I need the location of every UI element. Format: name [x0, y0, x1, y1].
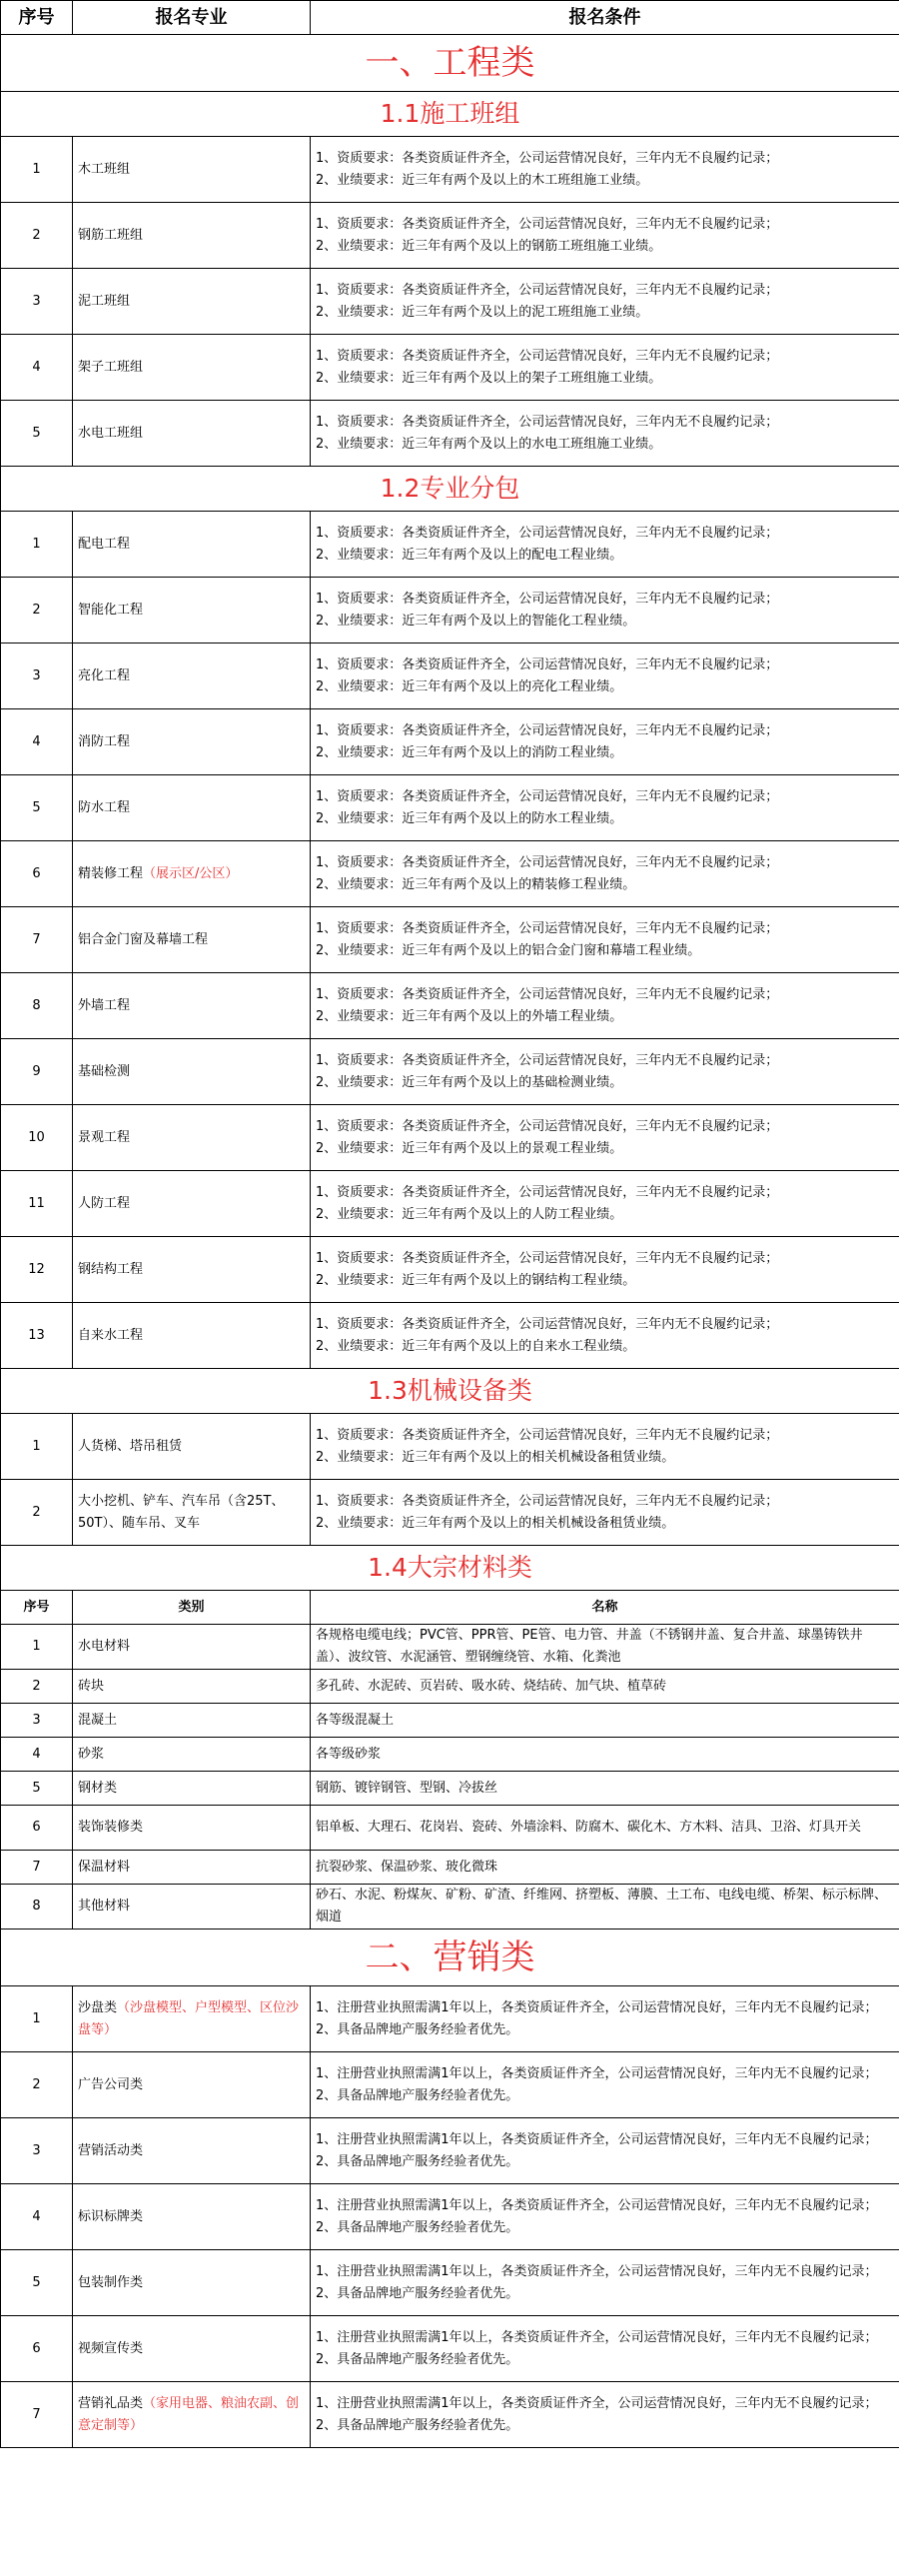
row-major	[73, 203, 311, 269]
material-row	[1, 1772, 899, 1806]
row-condition	[311, 709, 899, 775]
major-name: 大小挖机、铲车、汽车吊（含25T、50T）、随车吊、叉车	[78, 1493, 285, 1531]
row-number: 3	[1, 2118, 73, 2184]
section-title-row	[1, 35, 899, 92]
condition-line-2: 2、业绩要求：近三年有两个及以上的景观工程业绩。	[316, 1140, 623, 1156]
material-row	[1, 1704, 899, 1738]
table-row	[1, 1480, 899, 1546]
condition-line-2: 2、业绩要求：近三年有两个及以上的架子工班组施工业绩。	[316, 370, 662, 386]
material-name: 抗裂砂浆、保温砂浆、玻化微珠	[311, 1851, 899, 1885]
row-condition	[311, 2382, 899, 2448]
materials-header-category: 类别	[73, 1591, 311, 1625]
material-category: 保温材料	[73, 1851, 311, 1885]
row-number: 13	[1, 1303, 73, 1369]
row-major	[73, 512, 311, 578]
section-title-row	[1, 1930, 899, 1986]
table-row	[1, 269, 899, 335]
condition-line-1: 1、资质要求：各类资质证件齐全，公司运营情况良好，三年内无不良履约记录；	[316, 854, 779, 870]
header-condition: 报名条件	[311, 1, 899, 35]
major-name: 架子工班组	[78, 359, 144, 375]
row-major	[73, 1303, 311, 1369]
major-name: 广告公司类	[78, 2076, 144, 2092]
material-number: 7	[1, 1851, 73, 1885]
row-major	[73, 973, 311, 1039]
section-title-engineering: 一、工程类	[1, 35, 899, 92]
row-major	[73, 841, 311, 907]
row-major	[73, 401, 311, 467]
condition-line-1: 1、资质要求：各类资质证件齐全，公司运营情况良好，三年内无不良履约记录；	[316, 1052, 779, 1068]
condition-line-1: 1、注册营业执照需满1年以上，各类资质证件齐全，公司运营情况良好，三年内无不良履约记录；	[316, 2329, 878, 2345]
table-row	[1, 203, 899, 269]
material-number: 3	[1, 1704, 73, 1738]
major-name: 钢结构工程	[78, 1261, 144, 1277]
row-number: 2	[1, 578, 73, 644]
row-major	[73, 2052, 311, 2118]
condition-line-2: 2、具备品牌地产服务经验者优先。	[316, 2219, 519, 2235]
condition-line-1: 1、资质要求：各类资质证件齐全，公司运营情况良好，三年内无不良履约记录；	[316, 591, 779, 607]
table-row	[1, 841, 899, 907]
major-name: 包装制作类	[78, 2274, 144, 2290]
table-row	[1, 137, 899, 203]
material-category: 砖块	[73, 1670, 311, 1704]
row-condition	[311, 512, 899, 578]
row-major	[73, 2382, 311, 2448]
row-condition	[311, 2052, 899, 2118]
material-number: 6	[1, 1806, 73, 1851]
row-condition	[311, 578, 899, 644]
subsection-title: 1.1施工班组	[1, 92, 899, 137]
row-number: 1	[1, 1414, 73, 1480]
row-number: 5	[1, 775, 73, 841]
major-note: （家用电器、粮油农副、创意定制等）	[78, 2395, 300, 2433]
condition-line-1: 1、注册营业执照需满1年以上，各类资质证件齐全，公司运营情况良好，三年内无不良履约记录；	[316, 2263, 878, 2279]
row-number: 1	[1, 512, 73, 578]
row-condition	[311, 1303, 899, 1369]
row-condition	[311, 2184, 899, 2250]
condition-line-1: 1、资质要求：各类资质证件齐全，公司运营情况良好，三年内无不良履约记录；	[316, 656, 779, 672]
table-row	[1, 1414, 899, 1480]
material-row	[1, 1738, 899, 1772]
condition-line-2: 2、业绩要求：近三年有两个及以上的外墙工程业绩。	[316, 1008, 623, 1024]
condition-line-1: 1、资质要求：各类资质证件齐全，公司运营情况良好，三年内无不良履约记录；	[316, 722, 779, 738]
row-condition	[311, 1480, 899, 1546]
row-major	[73, 644, 311, 709]
material-category: 水电材料	[73, 1625, 311, 1670]
row-major	[73, 578, 311, 644]
condition-line-1: 1、资质要求：各类资质证件齐全，公司运营情况良好，三年内无不良履约记录；	[316, 348, 779, 364]
row-condition	[311, 2316, 899, 2382]
row-number: 8	[1, 973, 73, 1039]
condition-line-2: 2、业绩要求：近三年有两个及以上的自来水工程业绩。	[316, 1338, 636, 1354]
table-row	[1, 1237, 899, 1303]
condition-line-1: 1、资质要求：各类资质证件齐全，公司运营情况良好，三年内无不良履约记录；	[316, 788, 779, 804]
material-name: 多孔砖、水泥砖、页岩砖、吸水砖、烧结砖、加气块、植草砖	[311, 1670, 899, 1704]
material-name: 各规格电缆电线；PVC管、PPR管、PE管、电力管、井盖（不锈钢井盖、复合井盖、球墨铸铁井盖）、波纹管、水泥涵管、塑钢缠绕管、水箱、化粪池	[311, 1625, 899, 1670]
condition-line-2: 2、业绩要求：近三年有两个及以上的木工班组施工业绩。	[316, 172, 649, 188]
major-name: 外墙工程	[78, 997, 131, 1013]
major-name: 营销活动类	[78, 2142, 144, 2158]
row-number: 4	[1, 2184, 73, 2250]
row-major	[73, 2184, 311, 2250]
condition-line-1: 1、资质要求：各类资质证件齐全，公司运营情况良好，三年内无不良履约记录；	[316, 920, 779, 936]
condition-line-1: 1、资质要求：各类资质证件齐全，公司运营情况良好，三年内无不良履约记录；	[316, 282, 779, 298]
material-name: 砂石、水泥、粉煤灰、矿粉、矿渣、纤维网、挤塑板、薄膜、土工布、电线电缆、桥架、标示标牌、烟道	[311, 1885, 899, 1930]
row-condition	[311, 1039, 899, 1105]
material-row	[1, 1625, 899, 1670]
row-number: 11	[1, 1171, 73, 1237]
material-number: 4	[1, 1738, 73, 1772]
condition-line-2: 2、业绩要求：近三年有两个及以上的铝合金门窗和幕墙工程业绩。	[316, 942, 701, 958]
material-category: 砂浆	[73, 1738, 311, 1772]
row-major	[73, 1986, 311, 2052]
row-condition	[311, 269, 899, 335]
subsection-title-materials: 1.4大宗材料类	[1, 1546, 899, 1591]
row-number: 5	[1, 401, 73, 467]
row-major	[73, 1105, 311, 1171]
row-number: 7	[1, 2382, 73, 2448]
row-number: 6	[1, 2316, 73, 2382]
row-number: 12	[1, 1237, 73, 1303]
major-name: 铝合金门窗及幕墙工程	[78, 931, 209, 947]
row-major	[73, 1039, 311, 1105]
row-condition	[311, 973, 899, 1039]
table-header	[1, 1, 899, 35]
row-number: 2	[1, 2052, 73, 2118]
condition-line-2: 2、具备品牌地产服务经验者优先。	[316, 2087, 519, 2103]
marketing-row	[1, 2382, 899, 2448]
condition-line-2: 2、业绩要求：近三年有两个及以上的基础检测业绩。	[316, 1074, 623, 1090]
row-number: 9	[1, 1039, 73, 1105]
header-major: 报名专业	[73, 1, 311, 35]
row-number: 2	[1, 203, 73, 269]
condition-line-1: 1、资质要求：各类资质证件齐全，公司运营情况良好，三年内无不良履约记录；	[316, 525, 779, 541]
major-name: 视频宣传类	[78, 2340, 144, 2356]
material-category: 装饰装修类	[73, 1806, 311, 1851]
condition-line-2: 2、业绩要求：近三年有两个及以上的钢筋工班组施工业绩。	[316, 238, 662, 254]
section-title-marketing: 二、营销类	[1, 1930, 899, 1986]
marketing-row	[1, 2118, 899, 2184]
major-name: 防水工程	[78, 799, 131, 815]
materials-header-seq: 序号	[1, 1591, 73, 1625]
major-name: 基础检测	[78, 1063, 131, 1079]
major-name: 钢筋工班组	[78, 227, 144, 243]
row-condition	[311, 775, 899, 841]
condition-line-2: 2、业绩要求：近三年有两个及以上的泥工班组施工业绩。	[316, 304, 649, 320]
major-name: 水电工班组	[78, 425, 144, 441]
row-number: 3	[1, 644, 73, 709]
table-row	[1, 578, 899, 644]
row-major	[73, 907, 311, 973]
major-name: 标识标牌类	[78, 2208, 144, 2224]
condition-line-1: 1、资质要求：各类资质证件齐全，公司运营情况良好，三年内无不良履约记录；	[316, 1427, 779, 1443]
major-name: 配电工程	[78, 536, 131, 552]
table-row	[1, 1105, 899, 1171]
condition-line-1: 1、资质要求：各类资质证件齐全，公司运营情况良好，三年内无不良履约记录；	[316, 1493, 779, 1509]
major-name: 精装修工程	[78, 865, 144, 881]
condition-line-1: 1、注册营业执照需满1年以上，各类资质证件齐全，公司运营情况良好，三年内无不良履约记录；	[316, 1999, 878, 2015]
major-name: 泥工班组	[78, 293, 131, 309]
table-row	[1, 907, 899, 973]
table-row	[1, 512, 899, 578]
material-row	[1, 1806, 899, 1851]
condition-line-1: 1、注册营业执照需满1年以上，各类资质证件齐全，公司运营情况良好，三年内无不良履约记录；	[316, 2395, 878, 2411]
material-category: 其他材料	[73, 1885, 311, 1930]
row-number: 1	[1, 1986, 73, 2052]
major-name: 亮化工程	[78, 667, 131, 683]
row-condition	[311, 137, 899, 203]
row-condition	[311, 841, 899, 907]
major-name: 自来水工程	[78, 1327, 144, 1343]
table-row	[1, 644, 899, 709]
material-row	[1, 1851, 899, 1885]
condition-line-1: 1、资质要求：各类资质证件齐全，公司运营情况良好，三年内无不良履约记录；	[316, 1118, 779, 1134]
material-category: 钢材类	[73, 1772, 311, 1806]
row-number: 6	[1, 841, 73, 907]
condition-line-2: 2、业绩要求：近三年有两个及以上的钢结构工程业绩。	[316, 1272, 636, 1288]
major-name: 营销礼品类	[78, 2395, 144, 2411]
row-major	[73, 1414, 311, 1480]
row-major	[73, 2316, 311, 2382]
subsection-title-row	[1, 92, 899, 137]
row-condition	[311, 2250, 899, 2316]
condition-line-2: 2、业绩要求：近三年有两个及以上的智能化工程业绩。	[316, 613, 636, 629]
table-row	[1, 1171, 899, 1237]
condition-line-2: 2、业绩要求：近三年有两个及以上的精装修工程业绩。	[316, 876, 636, 892]
row-number: 7	[1, 907, 73, 973]
condition-line-2: 2、业绩要求：近三年有两个及以上的防水工程业绩。	[316, 810, 623, 826]
row-condition	[311, 1414, 899, 1480]
row-condition	[311, 1237, 899, 1303]
material-name: 各等级砂浆	[311, 1738, 899, 1772]
marketing-row	[1, 2316, 899, 2382]
condition-line-1: 1、资质要求：各类资质证件齐全，公司运营情况良好，三年内无不良履约记录；	[316, 1250, 779, 1266]
table-row	[1, 1303, 899, 1369]
row-number: 4	[1, 335, 73, 401]
row-major	[73, 709, 311, 775]
row-condition	[311, 1986, 899, 2052]
row-condition	[311, 1105, 899, 1171]
materials-header	[1, 1591, 899, 1625]
condition-line-1: 1、资质要求：各类资质证件齐全，公司运营情况良好，三年内无不良履约记录；	[316, 986, 779, 1002]
row-major	[73, 1237, 311, 1303]
condition-line-1: 1、资质要求：各类资质证件齐全，公司运营情况良好，三年内无不良履约记录；	[316, 150, 779, 166]
row-major	[73, 137, 311, 203]
condition-line-1: 1、资质要求：各类资质证件齐全，公司运营情况良好，三年内无不良履约记录；	[316, 1184, 779, 1200]
row-condition	[311, 401, 899, 467]
major-note: （展示区/公区）	[143, 865, 239, 881]
table-row	[1, 775, 899, 841]
table-row	[1, 401, 899, 467]
material-number: 2	[1, 1670, 73, 1704]
material-number: 1	[1, 1625, 73, 1670]
subsection-title: 1.3机械设备类	[1, 1369, 899, 1414]
condition-line-1: 1、注册营业执照需满1年以上，各类资质证件齐全，公司运营情况良好，三年内无不良履约记录；	[316, 2197, 878, 2213]
condition-line-2: 2、业绩要求：近三年有两个及以上的消防工程业绩。	[316, 744, 623, 760]
marketing-row	[1, 2250, 899, 2316]
table-row	[1, 335, 899, 401]
major-name: 木工班组	[78, 161, 131, 177]
subsection-title: 1.2专业分包	[1, 467, 899, 512]
material-number: 5	[1, 1772, 73, 1806]
major-name: 智能化工程	[78, 602, 144, 618]
condition-line-1: 1、资质要求：各类资质证件齐全，公司运营情况良好，三年内无不良履约记录；	[316, 414, 779, 430]
row-condition	[311, 1171, 899, 1237]
condition-line-2: 2、具备品牌地产服务经验者优先。	[316, 2285, 519, 2301]
material-row	[1, 1885, 899, 1930]
condition-line-2: 2、业绩要求：近三年有两个及以上的相关机械设备租赁业绩。	[316, 1515, 675, 1531]
condition-line-2: 2、业绩要求：近三年有两个及以上的配电工程业绩。	[316, 547, 623, 563]
major-name: 沙盘类	[78, 1999, 118, 2015]
condition-line-2: 2、业绩要求：近三年有两个及以上的相关机械设备租赁业绩。	[316, 1449, 675, 1465]
row-major	[73, 2250, 311, 2316]
major-name: 人货梯、塔吊租赁	[78, 1438, 183, 1454]
table-row	[1, 973, 899, 1039]
condition-line-1: 1、资质要求：各类资质证件齐全，公司运营情况良好，三年内无不良履约记录；	[316, 1316, 779, 1332]
subsection-title-row	[1, 467, 899, 512]
condition-line-2: 2、具备品牌地产服务经验者优先。	[316, 2021, 519, 2037]
material-number: 8	[1, 1885, 73, 1930]
row-condition	[311, 203, 899, 269]
condition-line-2: 2、具备品牌地产服务经验者优先。	[316, 2153, 519, 2169]
condition-line-1: 1、注册营业执照需满1年以上，各类资质证件齐全，公司运营情况良好，三年内无不良履约记录；	[316, 2131, 878, 2147]
row-major	[73, 269, 311, 335]
row-major	[73, 775, 311, 841]
row-number: 3	[1, 269, 73, 335]
row-condition	[311, 2118, 899, 2184]
condition-line-2: 2、业绩要求：近三年有两个及以上的亮化工程业绩。	[316, 678, 623, 694]
row-major	[73, 2118, 311, 2184]
condition-line-2: 2、具备品牌地产服务经验者优先。	[316, 2351, 519, 2367]
row-condition	[311, 335, 899, 401]
table-row	[1, 1039, 899, 1105]
condition-line-1: 1、注册营业执照需满1年以上，各类资质证件齐全，公司运营情况良好，三年内无不良履约记录；	[316, 2065, 878, 2081]
material-category: 混凝土	[73, 1704, 311, 1738]
row-condition	[311, 907, 899, 973]
condition-line-1: 1、资质要求：各类资质证件齐全，公司运营情况良好，三年内无不良履约记录；	[316, 216, 779, 232]
row-major	[73, 335, 311, 401]
major-name: 人防工程	[78, 1195, 131, 1211]
material-row	[1, 1670, 899, 1704]
row-number: 4	[1, 709, 73, 775]
row-major	[73, 1171, 311, 1237]
major-note: （沙盘模型、户型模型、区位沙盘等）	[78, 1999, 300, 2037]
subsection-title-row	[1, 1369, 899, 1414]
subsection-title-row	[1, 1546, 899, 1591]
row-major	[73, 1480, 311, 1546]
marketing-row	[1, 2052, 899, 2118]
material-name: 铝单板、大理石、花岗岩、瓷砖、外墙涂料、防腐木、碳化木、方木料、洁具、卫浴、灯具开关	[311, 1806, 899, 1851]
major-name: 景观工程	[78, 1129, 131, 1145]
row-number: 2	[1, 1480, 73, 1546]
material-name: 钢筋、镀锌钢管、型钢、冷拔丝	[311, 1772, 899, 1806]
major-name: 消防工程	[78, 733, 131, 749]
marketing-row	[1, 1986, 899, 2052]
condition-line-2: 2、业绩要求：近三年有两个及以上的水电工班组施工业绩。	[316, 436, 662, 452]
row-number: 5	[1, 2250, 73, 2316]
header-seq: 序号	[1, 1, 73, 35]
row-number: 10	[1, 1105, 73, 1171]
marketing-row	[1, 2184, 899, 2250]
table-row	[1, 709, 899, 775]
condition-line-2: 2、具备品牌地产服务经验者优先。	[316, 2417, 519, 2433]
materials-header-name: 名称	[311, 1591, 899, 1625]
row-number: 1	[1, 137, 73, 203]
condition-line-2: 2、业绩要求：近三年有两个及以上的人防工程业绩。	[316, 1206, 623, 1222]
material-name: 各等级混凝土	[311, 1704, 899, 1738]
row-condition	[311, 644, 899, 709]
